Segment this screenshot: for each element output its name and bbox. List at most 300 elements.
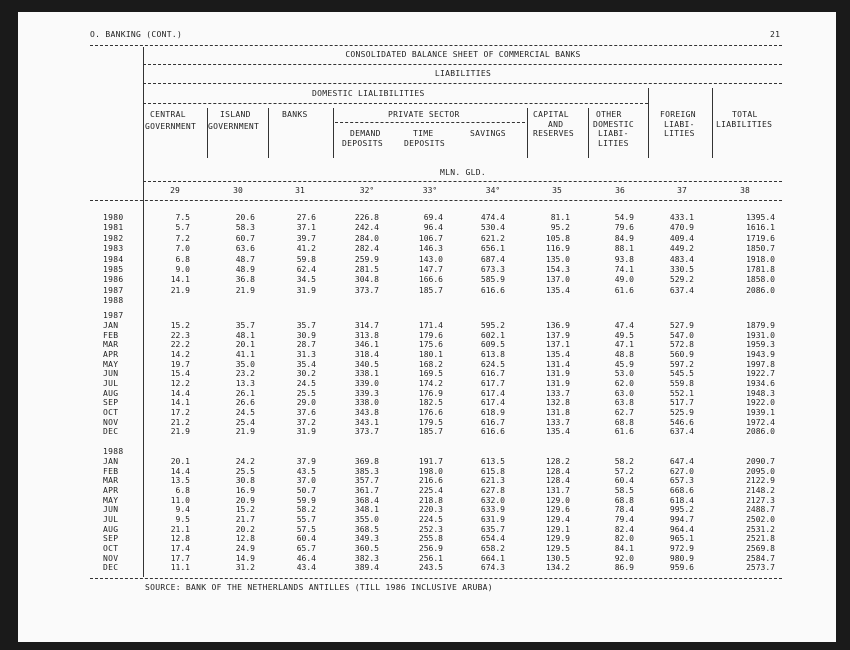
table-cell: 21.2 xyxy=(170,417,190,427)
table-cell: 658.2 xyxy=(480,543,505,553)
row-label: 1988 xyxy=(103,296,124,306)
table-cell: 525.9 xyxy=(669,407,694,417)
table-cell: 37.9 xyxy=(296,457,316,466)
table-cell: 1997.8 xyxy=(746,359,775,369)
table-cell: 560.9 xyxy=(669,349,694,359)
table-cell: 30.2 xyxy=(296,369,316,379)
row-label: 1984 xyxy=(103,254,124,264)
table-cell: 131.7 xyxy=(545,485,570,495)
table-cell: 368.5 xyxy=(354,524,379,534)
table-cell: 79.4 xyxy=(614,514,634,524)
table-cell: 15.2 xyxy=(235,505,255,515)
table-cell: 46.4 xyxy=(296,553,316,563)
table-cell: 30.9 xyxy=(296,330,316,340)
row-label: 1987 xyxy=(103,285,124,295)
row-label: AUG xyxy=(103,524,119,534)
table-cell: 61.6 xyxy=(614,427,634,437)
liabilities-header: LIABILITIES xyxy=(434,69,492,78)
table-cell: 546.6 xyxy=(669,417,694,427)
row-label: OCT xyxy=(103,407,119,417)
table-cell: 597.2 xyxy=(669,359,694,369)
table-cell: 131.9 xyxy=(545,378,570,388)
private-sector-header: PRIVATE SECTOR xyxy=(388,110,460,119)
table-cell: 146.3 xyxy=(418,244,443,254)
table-cell: 41.1 xyxy=(235,349,255,359)
table-cell: 47.4 xyxy=(614,321,634,330)
table-cell: 137.1 xyxy=(545,340,570,350)
table-cell: 60.4 xyxy=(614,476,634,486)
table-cell: 2531.2 xyxy=(746,524,775,534)
table-cell: 545.5 xyxy=(669,369,694,379)
table-cell: 185.7 xyxy=(418,285,443,295)
table-cell: 2584.7 xyxy=(746,553,775,563)
column-border xyxy=(648,88,649,158)
table-cell: 174.2 xyxy=(418,378,443,388)
table-cell: 627.8 xyxy=(480,485,505,495)
table-cell: 24.5 xyxy=(235,407,255,417)
table-cell: 65.7 xyxy=(296,543,316,553)
table-cell: 216.6 xyxy=(418,476,443,486)
table-cell: 43.4 xyxy=(296,563,316,573)
table-cell: 527.9 xyxy=(669,321,694,330)
table-cell: 7.0 xyxy=(175,244,190,254)
table-cell: 182.5 xyxy=(418,398,443,408)
table-cell: 9.0 xyxy=(175,265,190,274)
table-cell: 2122.9 xyxy=(746,476,775,486)
table-cell: 54.9 xyxy=(614,213,634,222)
table-cell: 220.3 xyxy=(418,505,443,515)
table-cell: 282.4 xyxy=(354,244,379,254)
table-cell: 81.1 xyxy=(550,213,570,222)
column-number: 30 xyxy=(233,186,243,195)
table-cell: 1781.8 xyxy=(746,265,775,274)
table-cell: 82.0 xyxy=(614,534,634,544)
table-cell: 20.9 xyxy=(235,495,255,505)
table-cell: 92.0 xyxy=(614,553,634,563)
table-cell: 45.9 xyxy=(614,359,634,369)
row-label: SEP xyxy=(103,534,119,544)
table-cell: 627.0 xyxy=(669,466,694,476)
table-cell: 618.4 xyxy=(669,495,694,505)
table-cell: 59.9 xyxy=(296,495,316,505)
table-cell: 349.3 xyxy=(354,534,379,544)
table-cell: 11.0 xyxy=(170,495,190,505)
table-cell: 21.9 xyxy=(170,285,190,295)
table-cell: 340.5 xyxy=(354,359,379,369)
row-label: 1981 xyxy=(103,223,124,233)
table-cell: 22.2 xyxy=(170,340,190,350)
table-cell: 348.1 xyxy=(354,505,379,515)
table-cell: 68.8 xyxy=(614,417,634,427)
row-label: JUL xyxy=(103,514,119,524)
table-cell: 61.6 xyxy=(614,285,634,295)
table-cell: 106.7 xyxy=(418,233,443,243)
page-number: 21 xyxy=(770,30,781,39)
table-cell: 12.2 xyxy=(170,378,190,388)
table-cell: 409.4 xyxy=(669,233,694,243)
row-label: FEB xyxy=(103,466,119,476)
table-cell: 7.5 xyxy=(175,213,190,222)
divider xyxy=(90,45,782,46)
table-cell: 24.2 xyxy=(235,457,255,466)
table-cell: 179.5 xyxy=(418,417,443,427)
table-cell: 41.2 xyxy=(296,244,316,254)
row-label: JUL xyxy=(103,378,119,388)
table-cell: 31.9 xyxy=(296,427,316,437)
table-cell: 47.1 xyxy=(614,340,634,350)
table-cell: 27.6 xyxy=(296,213,316,222)
column-number: 29 xyxy=(170,186,180,195)
table-cell: 143.0 xyxy=(418,254,443,264)
table-cell: 368.4 xyxy=(354,495,379,505)
table-cell: 483.4 xyxy=(669,254,694,264)
table-cell: 637.4 xyxy=(669,427,694,437)
table-cell: 131.4 xyxy=(545,359,570,369)
unit-label: MLN. GLD. xyxy=(439,168,487,177)
table-cell: 613.5 xyxy=(480,457,505,466)
table-cell: 16.9 xyxy=(235,485,255,495)
table-cell: 343.8 xyxy=(354,407,379,417)
row-label: 1982 xyxy=(103,233,124,243)
table-cell: 6.8 xyxy=(175,485,190,495)
table-cell: 972.9 xyxy=(669,543,694,553)
table-cell: 21.9 xyxy=(170,427,190,437)
table-cell: 474.4 xyxy=(480,213,505,222)
divider xyxy=(335,122,525,123)
table-cell: 9.4 xyxy=(175,505,190,515)
table-cell: 617.4 xyxy=(480,398,505,408)
table-cell: 635.7 xyxy=(480,524,505,534)
table-cell: 63.8 xyxy=(614,398,634,408)
col-header-foreign: LITIES xyxy=(664,129,695,138)
col-header-banks: BANKS xyxy=(282,110,308,119)
table-cell: 88.1 xyxy=(614,244,634,254)
col-header-total: TOTAL xyxy=(732,110,758,119)
col-header-island: ISLAND xyxy=(220,110,251,119)
table-cell: 360.5 xyxy=(354,543,379,553)
table-cell: 37.6 xyxy=(296,407,316,417)
table-cell: 169.5 xyxy=(418,369,443,379)
row-label: JUN xyxy=(103,369,119,379)
table-cell: 6.8 xyxy=(175,254,190,264)
table-cell: 21.9 xyxy=(235,427,255,437)
row-label: MAR xyxy=(103,476,119,486)
table-cell: 78.4 xyxy=(614,505,634,515)
table-cell: 17.4 xyxy=(170,543,190,553)
table-cell: 281.5 xyxy=(354,265,379,274)
table-cell: 35.7 xyxy=(296,321,316,330)
table-cell: 129.4 xyxy=(545,514,570,524)
table-cell: 616.7 xyxy=(480,369,505,379)
col-header-foreign: LIABI- xyxy=(664,120,695,129)
table-cell: 284.0 xyxy=(354,233,379,243)
table-cell: 20.2 xyxy=(235,524,255,534)
col-header-capital: AND xyxy=(548,120,564,129)
table-cell: 68.8 xyxy=(614,495,634,505)
table-cell: 12.8 xyxy=(170,534,190,544)
table-cell: 1943.9 xyxy=(746,349,775,359)
table-cell: 17.7 xyxy=(170,553,190,563)
table-cell: 84.9 xyxy=(614,233,634,243)
table-cell: 129.0 xyxy=(545,495,570,505)
table-cell: 135.0 xyxy=(545,254,570,264)
col-header-central: CENTRAL xyxy=(150,110,186,119)
column-number: 37 xyxy=(677,186,687,195)
col-header-demand: DEPOSITS xyxy=(342,139,383,148)
table-cell: 166.6 xyxy=(418,275,443,285)
year-group-label: 1988 xyxy=(103,447,124,456)
table-cell: 994.7 xyxy=(669,514,694,524)
table-cell: 31.9 xyxy=(296,285,316,295)
table-cell: 28.7 xyxy=(296,340,316,350)
table-cell: 616.7 xyxy=(480,417,505,427)
year-group-label: 1987 xyxy=(103,311,124,320)
table-cell: 242.4 xyxy=(354,223,379,233)
table-cell: 168.2 xyxy=(418,359,443,369)
row-label: JUN xyxy=(103,505,119,515)
table-cell: 37.0 xyxy=(296,476,316,486)
table-cell: 137.9 xyxy=(545,330,570,340)
table-cell: 433.1 xyxy=(669,213,694,222)
table-cell: 687.4 xyxy=(480,254,505,264)
table-cell: 647.4 xyxy=(669,457,694,466)
col-header-other: LIABI- xyxy=(598,129,629,138)
col-header-foreign: FOREIGN xyxy=(660,110,696,119)
divider xyxy=(143,83,782,84)
table-cell: 616.6 xyxy=(480,427,505,437)
table-cell: 176.9 xyxy=(418,388,443,398)
table-cell: 602.1 xyxy=(480,330,505,340)
table-cell: 19.7 xyxy=(170,359,190,369)
column-number: 31 xyxy=(295,186,305,195)
table-cell: 1879.9 xyxy=(746,321,775,330)
table-cell: 470.9 xyxy=(669,223,694,233)
table-cell: 133.7 xyxy=(545,388,570,398)
table-cell: 1934.6 xyxy=(746,378,775,388)
table-cell: 132.8 xyxy=(545,398,570,408)
table-cell: 14.9 xyxy=(235,553,255,563)
table-cell: 15.4 xyxy=(170,369,190,379)
table-cell: 2148.2 xyxy=(746,485,775,495)
table-cell: 23.2 xyxy=(235,369,255,379)
table-cell: 133.7 xyxy=(545,417,570,427)
table-cell: 1939.1 xyxy=(746,407,775,417)
table-cell: 25.4 xyxy=(235,417,255,427)
row-label: JAN xyxy=(103,457,119,466)
table-cell: 25.5 xyxy=(296,388,316,398)
table-cell: 24.5 xyxy=(296,378,316,388)
table-cell: 60.4 xyxy=(296,534,316,544)
table-cell: 21.7 xyxy=(235,514,255,524)
table-cell: 552.1 xyxy=(669,388,694,398)
table-cell: 58.3 xyxy=(235,223,255,233)
table-cell: 624.5 xyxy=(480,359,505,369)
row-label: MAR xyxy=(103,340,119,350)
table-cell: 355.0 xyxy=(354,514,379,524)
table-cell: 595.2 xyxy=(480,321,505,330)
table-cell: 1959.3 xyxy=(746,340,775,350)
table-cell: 198.0 xyxy=(418,466,443,476)
table-cell: 259.9 xyxy=(354,254,379,264)
row-label: MAY xyxy=(103,495,119,505)
table-cell: 57.2 xyxy=(614,466,634,476)
table-cell: 318.4 xyxy=(354,349,379,359)
table-cell: 11.1 xyxy=(170,563,190,573)
divider xyxy=(143,181,782,182)
table-cell: 585.9 xyxy=(480,275,505,285)
table-cell: 20.1 xyxy=(170,457,190,466)
table-cell: 224.5 xyxy=(418,514,443,524)
table-cell: 256.9 xyxy=(418,543,443,553)
table-cell: 225.4 xyxy=(418,485,443,495)
table-cell: 13.3 xyxy=(235,378,255,388)
row-label: NOV xyxy=(103,417,119,427)
table-cell: 959.6 xyxy=(669,563,694,573)
table-cell: 171.4 xyxy=(418,321,443,330)
row-label: 1986 xyxy=(103,275,124,285)
table-cell: 559.8 xyxy=(669,378,694,388)
table-cell: 1858.0 xyxy=(746,275,775,285)
table-cell: 1719.6 xyxy=(746,233,775,243)
domestic-liabilities-header: DOMESTIC LIALIBILITIES xyxy=(312,89,425,98)
table-cell: 617.4 xyxy=(480,388,505,398)
table-cell: 1972.4 xyxy=(746,417,775,427)
table-cell: 616.6 xyxy=(480,285,505,295)
table-cell: 252.3 xyxy=(418,524,443,534)
table-cell: 20.1 xyxy=(235,340,255,350)
column-number: 34° xyxy=(485,186,501,195)
row-label: OCT xyxy=(103,543,119,553)
column-border xyxy=(207,108,208,158)
table-cell: 48.7 xyxy=(235,254,255,264)
table-cell: 14.4 xyxy=(170,388,190,398)
table-cell: 637.4 xyxy=(669,285,694,295)
table-cell: 530.4 xyxy=(480,223,505,233)
divider xyxy=(90,578,782,579)
table-cell: 2086.0 xyxy=(746,285,775,295)
row-label: NOV xyxy=(103,553,119,563)
table-cell: 74.1 xyxy=(614,265,634,274)
table-cell: 34.5 xyxy=(296,275,316,285)
table-cell: 131.9 xyxy=(545,369,570,379)
table-cell: 330.5 xyxy=(669,265,694,274)
table-cell: 135.4 xyxy=(545,427,570,437)
table-cell: 673.3 xyxy=(480,265,505,274)
row-label: APR xyxy=(103,349,119,359)
table-cell: 2502.0 xyxy=(746,514,775,524)
table-cell: 96.4 xyxy=(423,223,443,233)
table-cell: 136.9 xyxy=(545,321,570,330)
table-cell: 621.2 xyxy=(480,233,505,243)
table-cell: 621.3 xyxy=(480,476,505,486)
table-cell: 20.6 xyxy=(235,213,255,222)
row-label: AUG xyxy=(103,388,119,398)
table-cell: 618.9 xyxy=(480,407,505,417)
table-cell: 131.8 xyxy=(545,407,570,417)
table-cell: 135.4 xyxy=(545,349,570,359)
column-number: 38 xyxy=(740,186,750,195)
table-cell: 53.0 xyxy=(614,369,634,379)
table-cell: 31.2 xyxy=(235,563,255,573)
table-cell: 1918.0 xyxy=(746,254,775,264)
table-cell: 55.7 xyxy=(296,514,316,524)
table-cell: 633.9 xyxy=(480,505,505,515)
table-cell: 373.7 xyxy=(354,285,379,295)
column-number: 35 xyxy=(552,186,562,195)
table-cell: 664.1 xyxy=(480,553,505,563)
col-header-time: DEPOSITS xyxy=(404,139,445,148)
table-cell: 5.7 xyxy=(175,223,190,233)
table-cell: 130.5 xyxy=(545,553,570,563)
section-title: O. BANKING (CONT.) xyxy=(90,30,183,39)
table-cell: 14.4 xyxy=(170,466,190,476)
table-cell: 338.0 xyxy=(354,398,379,408)
table-cell: 14.1 xyxy=(170,275,190,285)
table-cell: 980.9 xyxy=(669,553,694,563)
table-cell: 615.8 xyxy=(480,466,505,476)
table-cell: 632.0 xyxy=(480,495,505,505)
table-cell: 357.7 xyxy=(354,476,379,486)
table-cell: 572.8 xyxy=(669,340,694,350)
table-cell: 39.7 xyxy=(296,233,316,243)
column-border xyxy=(527,108,528,158)
table-title: CONSOLIDATED BALANCE SHEET OF COMMERCIAL BANKS xyxy=(345,50,581,59)
table-cell: 382.3 xyxy=(354,553,379,563)
row-label: APR xyxy=(103,485,119,495)
table-cell: 26.1 xyxy=(235,388,255,398)
table-cell: 49.0 xyxy=(614,275,634,285)
table-cell: 79.6 xyxy=(614,223,634,233)
table-cell: 48.8 xyxy=(614,349,634,359)
table-cell: 613.8 xyxy=(480,349,505,359)
table-cell: 2521.8 xyxy=(746,534,775,544)
column-number: 33° xyxy=(422,186,438,195)
table-cell: 1948.3 xyxy=(746,388,775,398)
table-cell: 57.5 xyxy=(296,524,316,534)
table-cell: 7.2 xyxy=(175,233,190,243)
divider xyxy=(90,200,782,201)
table-cell: 26.6 xyxy=(235,398,255,408)
col-header-capital: RESERVES xyxy=(533,129,574,138)
col-header-island: GOVERNMENT xyxy=(208,122,260,131)
table-cell: 2573.7 xyxy=(746,563,775,573)
col-header-total: LIABILITIES xyxy=(716,120,773,129)
table-cell: 185.7 xyxy=(418,427,443,437)
table-cell: 128.4 xyxy=(545,476,570,486)
table-cell: 63.0 xyxy=(614,388,634,398)
table-cell: 22.3 xyxy=(170,330,190,340)
table-cell: 35.7 xyxy=(235,321,255,330)
table-cell: 147.7 xyxy=(418,265,443,274)
table-cell: 93.8 xyxy=(614,254,634,264)
table-cell: 62.4 xyxy=(296,265,316,274)
divider xyxy=(143,103,648,104)
table-cell: 373.7 xyxy=(354,427,379,437)
table-cell: 2090.7 xyxy=(746,457,775,466)
table-cell: 2127.3 xyxy=(746,495,775,505)
table-cell: 137.0 xyxy=(545,275,570,285)
col-header-other: OTHER xyxy=(596,110,622,119)
table-cell: 179.6 xyxy=(418,330,443,340)
table-cell: 37.1 xyxy=(296,223,316,233)
table-cell: 63.6 xyxy=(235,244,255,254)
table-cell: 24.9 xyxy=(235,543,255,553)
table-cell: 128.4 xyxy=(545,466,570,476)
table-cell: 69.4 xyxy=(423,213,443,222)
table-cell: 17.2 xyxy=(170,407,190,417)
column-border xyxy=(712,88,713,158)
column-border xyxy=(588,108,589,158)
